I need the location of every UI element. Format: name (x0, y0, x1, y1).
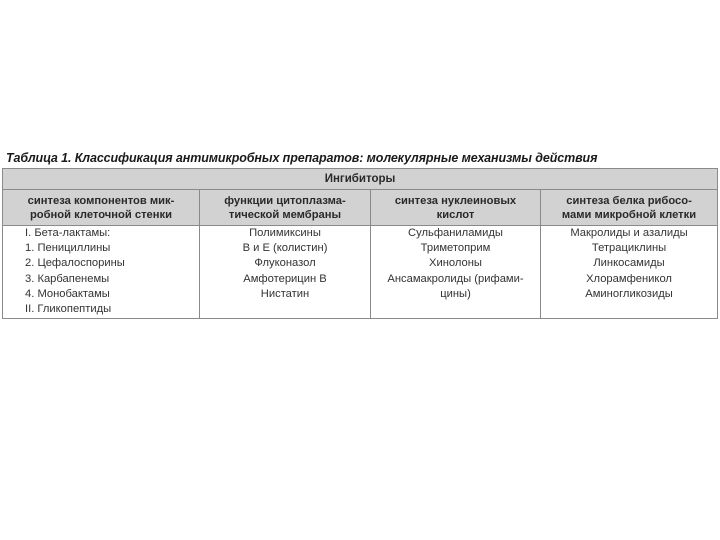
list-item: Флуконазол (254, 257, 316, 270)
list-item: Линкосамиды (593, 257, 665, 270)
list-item: Хинолоны (429, 257, 482, 270)
list-item: цины) (440, 287, 471, 300)
group-header-inhibitors: Ингибиторы (3, 169, 718, 190)
column-header-membrane (200, 190, 371, 226)
list-item: Нистатин (260, 287, 310, 300)
column-header-line: функции цитоплазма- (224, 194, 346, 207)
list-item: I. Бета-лактамы: (25, 227, 111, 239)
list-item: Триметоприм (420, 242, 491, 255)
list-item: Хлорамфеникол (586, 272, 672, 285)
list-item: 3. Карбапенемы (25, 272, 110, 285)
column-header-line: кислот (436, 208, 475, 221)
list-item: Тетрациклины (591, 242, 667, 255)
list-item: Ансамакролиды (рифами- (387, 272, 524, 285)
column-header-protein-synthesis (541, 190, 718, 226)
list-item: 4. Монобактамы (25, 287, 110, 300)
protein-synthesis-drugs (541, 226, 718, 319)
list-item: В и Е (колистин) (242, 242, 328, 255)
list-item: Сульфаниламиды (408, 227, 503, 239)
column-header-cell-wall (3, 190, 200, 226)
column-header-line: синтеза компонентов мик- (27, 194, 175, 207)
column-header-line: тической мембраны (228, 208, 342, 221)
classification-table (2, 168, 718, 319)
list-item: Полимиксины (249, 227, 321, 239)
membrane-drugs (200, 226, 371, 319)
list-item: 1. Пенициллины (25, 242, 111, 255)
column-header-line: мами микробной клетки (561, 208, 697, 221)
list-item: Макролиды и азалиды (570, 227, 688, 239)
list-item: 2. Цефалоспорины (25, 257, 125, 270)
column-header-line: робной клеточной стенки (29, 208, 173, 221)
list-item: Амфотерицин В (243, 272, 327, 285)
list-item: II. Гликопептиды (25, 303, 112, 316)
column-header-line: синтеза белка рибосо- (566, 194, 692, 207)
nucleic-acid-drugs (371, 226, 541, 319)
column-header-nucleic-acids (371, 190, 541, 226)
group-header-row (3, 169, 718, 190)
table-caption: Таблица 1. Классификация антимикробных препаратов: молекулярные механизмы действия (6, 151, 598, 165)
column-header-line: синтеза нуклеиновых (394, 194, 517, 207)
table-row (3, 226, 718, 319)
cell-wall-drugs (3, 226, 200, 319)
column-header-row (3, 190, 718, 226)
list-item: Аминогликозиды (585, 287, 673, 300)
